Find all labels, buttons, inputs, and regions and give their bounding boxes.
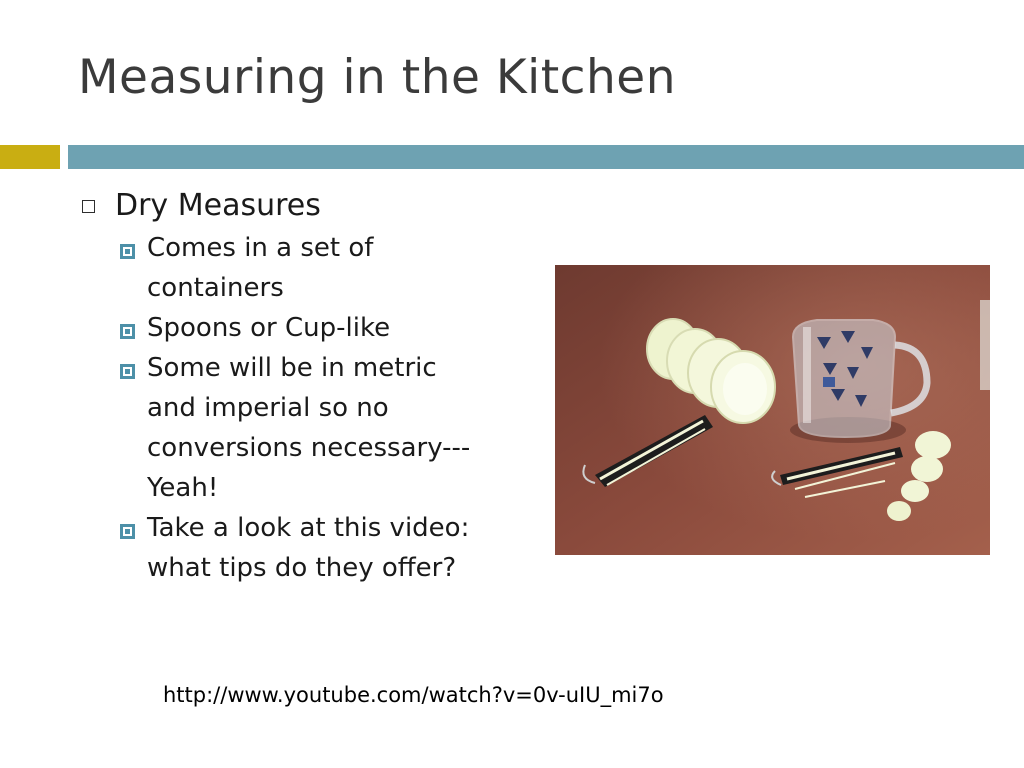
sub-bullet-list xyxy=(120,233,510,588)
accent-bar-gold xyxy=(0,145,60,169)
square-bullet-icon xyxy=(82,200,95,213)
accent-bar-blue xyxy=(68,145,1024,169)
sub-bullet-item xyxy=(120,353,510,508)
slide-title: Measuring in the Kitchen xyxy=(78,50,676,105)
sub-bullet-text: Spoons or Cup-like xyxy=(147,313,391,343)
sub-bullet-item xyxy=(120,513,510,588)
filled-square-bullet-icon xyxy=(120,244,135,259)
measuring-cups-photo xyxy=(555,265,990,555)
sub-bullet-item xyxy=(120,313,510,348)
sub-bullet-item xyxy=(120,233,510,308)
bullet-list xyxy=(80,186,510,596)
video-link[interactable]: http://www.youtube.com/watch?v=0v-uIU_mi7o xyxy=(163,683,664,707)
sub-bullet-text: Some will be in metric and imperial so no conversions necessary---Yeah! xyxy=(147,353,471,503)
filled-square-bullet-icon xyxy=(120,364,135,379)
sub-bullet-text: Comes in a set of containers xyxy=(147,233,374,303)
sub-bullet-text: Take a look at this video: what tips do they offer? xyxy=(147,513,470,583)
bullet-label: Dry Measures xyxy=(115,188,321,223)
filled-square-bullet-icon xyxy=(120,524,135,539)
bullet-dry-measures xyxy=(80,186,510,226)
measuring-cups-image-icon xyxy=(555,265,990,555)
filled-square-bullet-icon xyxy=(120,324,135,339)
